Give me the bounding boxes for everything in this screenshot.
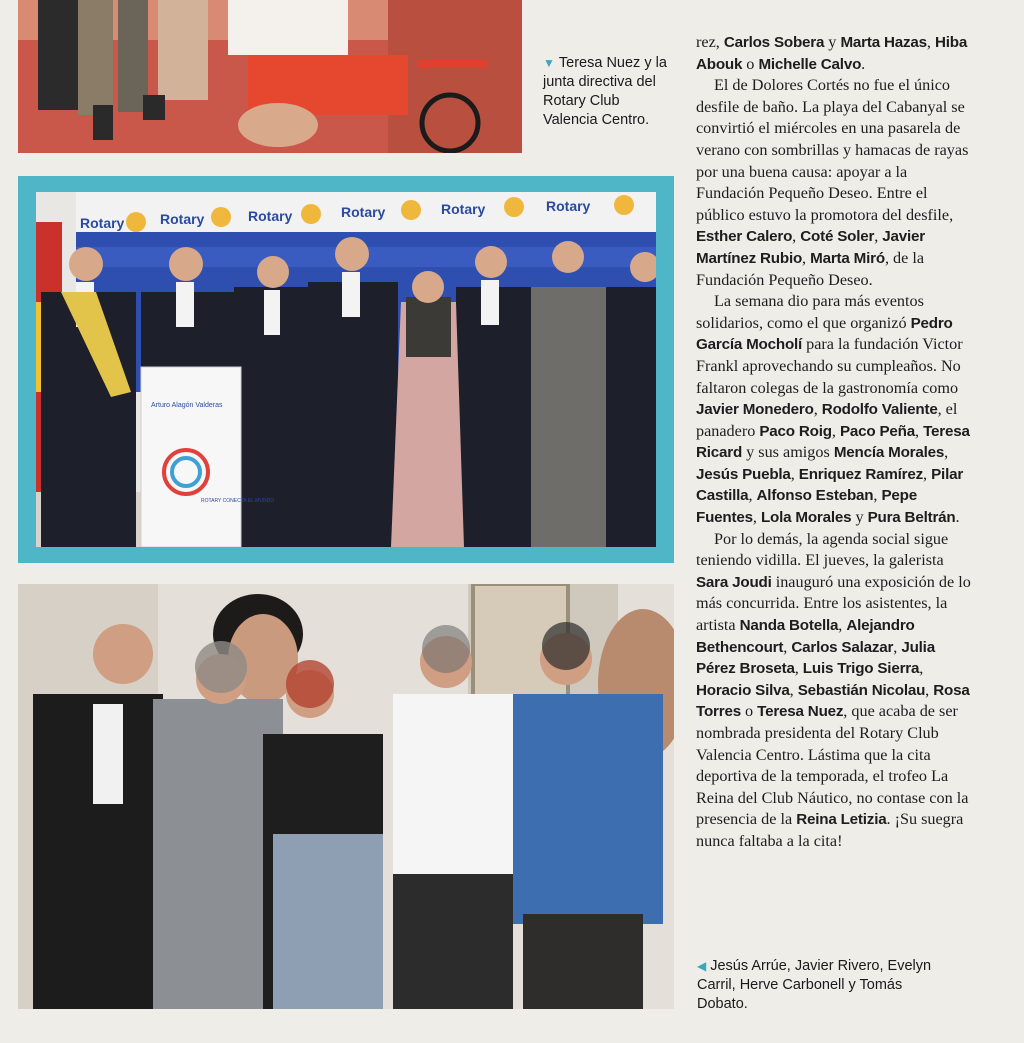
article-text: y [851,508,868,527]
article-text: , el panadero [696,400,958,440]
article-text: , [838,616,847,635]
person-name: Luis Trigo Sierra [802,660,920,678]
caption-top-photo: ▼ Teresa Nuez y la junta directiva del Rotary Club Valencia Centro. [543,55,667,128]
podium-title: Arturo Alagón Valderas [151,402,223,409]
article-text: El de Dolores Cortés no fue el único desfile de baño. La playa del Cabanyal se convirtió el miércoles en una pasarela de verano con sombrillas y hamacas de rayas por una buena causa: apoyar a la Fundación Pequeño Deseo. Entre el público estuvo la promotora del desfile, [696,76,969,224]
person-name: Javier Martínez Rubio [696,228,926,267]
article-text: , [752,508,761,527]
article-text: , [794,659,803,678]
article-text: , [813,400,822,419]
article-text: . ¡Su suegra nunca faltaba a la cita! [696,810,964,850]
person-name: Hiba Abouk [696,34,968,73]
photo-event-top [18,0,522,153]
person-name: Marta Hazas [840,34,927,51]
caption-triangle-left-icon: ◀ [697,959,707,973]
article-text: o [742,54,759,73]
person-name: Sara Joudi [696,573,772,591]
article-text: , [926,33,935,51]
person-name: Horacio Silva [696,681,790,699]
person-name: Rosa Torres [696,681,970,721]
article-text: , [748,486,757,505]
article-body [696,32,976,853]
person-name: Marta Miró [810,249,885,267]
article-text: , que acaba de ser nombrada presidenta del Rotary Club Valencia Centro. Lástima que la cita deportiva de la temporada, el trofeo La Reina del Club Náutico, no contase con la presencia de la [696,702,969,829]
article-text: para la fundación Victor Frankl aprovechando su cumpleaños. No faltaron colegas de la gastronomía como [696,335,963,397]
banner-brand-6: Rotary [546,198,591,214]
person-name: Carlos Sobera [723,34,825,51]
article-text: , [944,443,949,462]
article-text: La semana dio para más eventos solidarios, como el que organizó [696,292,924,332]
article-text: , [923,464,932,483]
person-name: Paco Roig [759,422,832,440]
caption-triangle-icon: ▼ [543,56,555,70]
article-text: , [831,421,840,440]
person-name: Carlos Salazar [791,638,894,656]
article-text: , [783,637,792,656]
article-text: , [789,680,798,699]
person-name: Teresa Nuez [757,703,844,721]
person-name: Mencía Morales [833,444,945,462]
article-text: rez, [696,33,724,51]
article-paragraph [696,32,976,75]
banner-brand-5: Rotary [441,201,486,217]
person-name: Teresa Ricard [696,422,970,462]
person-name: Pedro García Mocholí [696,314,953,354]
article-text: y sus amigos [742,443,834,462]
caption-bottom-photo: ◀ Jesús Arrúe, Javier Rivero, Evelyn Carril, Herve Carbonell y Tomás Dobato. [697,958,932,1012]
article-text: , [873,486,882,505]
person-name: Pura Beltrán [867,509,956,527]
banner-brand-2: Rotary [160,211,205,227]
article-paragraph [696,291,976,529]
person-name: Sebastián Nicolau [797,681,926,699]
article-paragraph [696,75,976,291]
photo-gallery-opening [18,584,674,1009]
person-name: Coté Soler [800,228,875,246]
article-text: , [914,421,924,440]
article-paragraph [696,529,976,853]
article-text: , [919,659,924,678]
person-name: Nanda Botella [739,617,839,635]
person-name: Julia Pérez Broseta [696,638,935,678]
person-name: Alfonso Esteban [756,487,874,505]
photo-rotary-board [36,192,656,547]
article-text: , [792,227,801,246]
person-name: Paco Peña [839,422,915,440]
person-name: Rodolfo Valiente [821,401,938,419]
person-name: Enriquez Ramírez [798,465,924,483]
person-name: Jesús Puebla [696,465,791,483]
article-text: y [824,33,841,51]
podium-subtitle: ROTARY CONECTA EL MUNDO [201,498,275,504]
article-text: o [740,702,758,721]
article-text: , de la Fundación Pequeño Deseo. [696,248,925,289]
article-text: , [874,227,883,246]
article-text: , [790,464,799,483]
banner-brand-1: Rotary [80,215,125,231]
article-text: Por lo demás, la agenda social sigue teniendo vidilla. El jueves, la galerista [696,529,949,570]
person-name: Alejandro Bethencourt [696,617,915,656]
article-text: , [925,680,934,699]
article-text: , [802,248,811,267]
person-name: Javier Monedero [696,401,814,419]
person-name: Michelle Calvo [758,55,862,73]
article-text: . [861,54,866,73]
article-text: inauguró una exposición de lo más concurrida. Entre los asistentes, la artista [696,572,971,635]
person-name: Lola Morales [760,509,852,527]
person-name: Pilar Castilla [696,465,964,505]
person-name: Pepe Fuentes [696,487,917,527]
banner-brand-3: Rotary [248,208,293,224]
article-text: . [955,508,960,527]
person-name: Esther Calero [696,228,793,246]
banner-brand-4: Rotary [341,204,386,220]
article-text: , [893,637,902,656]
person-name: Reina Letizia [796,811,887,829]
